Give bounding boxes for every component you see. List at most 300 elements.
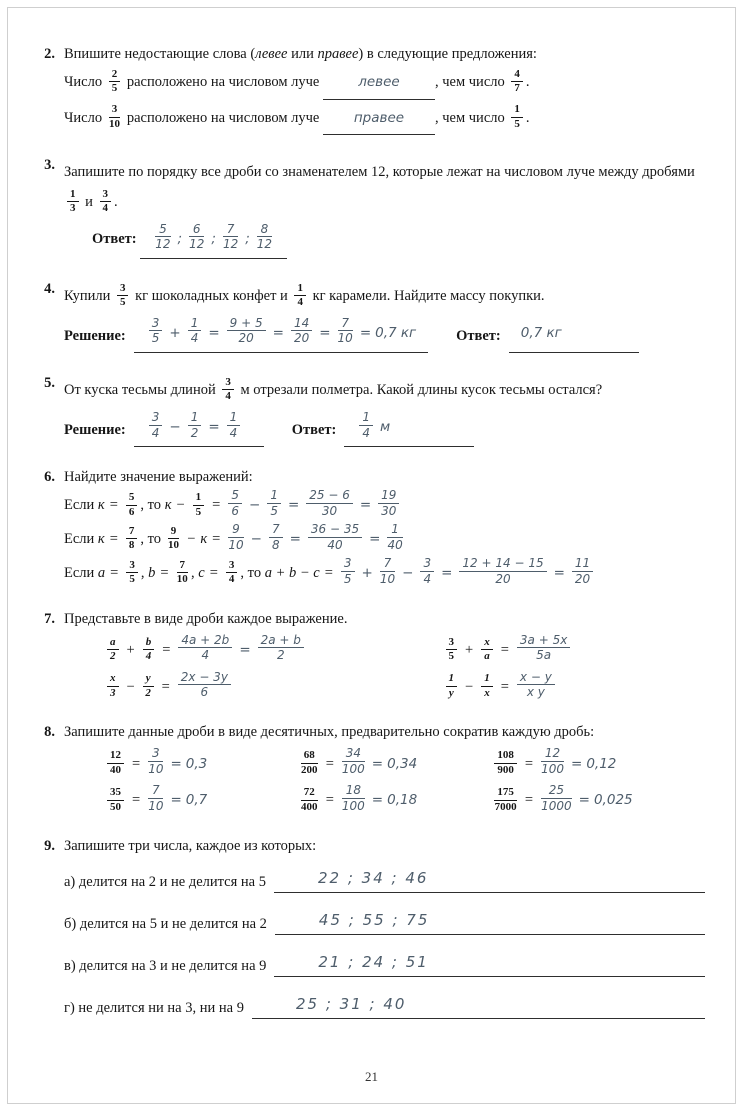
equals: = [359, 324, 372, 341]
frac-den: 5 [151, 331, 160, 346]
text: Запишите данные дроби в виде десятичных, предварительно сократив каждую дробь: [64, 724, 595, 741]
answer-label: Ответ: [291, 422, 337, 439]
frac-den: 5 [111, 82, 118, 95]
equals: = [239, 641, 251, 658]
fraction [291, 317, 312, 345]
handwritten-work [538, 746, 617, 777]
item-label: а) делится на 2 и не делится на 5 [64, 874, 266, 891]
frac-num: 1 [511, 104, 523, 118]
frac-den: 8 [128, 539, 135, 552]
fraction [188, 317, 202, 345]
equals: = [371, 792, 384, 809]
frac-num: 2a + b [258, 634, 304, 649]
equals: = [371, 755, 384, 772]
equals: = [109, 497, 118, 514]
variable: c [198, 565, 205, 582]
frac-num: 3 [222, 377, 234, 391]
expression-c2r2 [443, 669, 713, 703]
equals: = [578, 792, 590, 809]
frac-num: 36 − 35 [308, 523, 362, 538]
handwritten-answer: правее [353, 109, 405, 126]
fraction [227, 317, 266, 345]
equals: = [208, 419, 220, 436]
frac-num: 35 [107, 787, 124, 801]
equals: = [161, 678, 170, 695]
frac-den: 4 [102, 202, 109, 215]
fraction [387, 523, 402, 551]
variable: к [97, 531, 105, 548]
text: Если [64, 565, 98, 582]
answer-line [252, 994, 705, 1019]
expression-c1r1 [104, 632, 435, 666]
frac-den: 40 [110, 763, 121, 776]
handwritten-text: 0,34 [387, 755, 418, 772]
frac-num: 19 [378, 489, 399, 504]
fraction [341, 557, 355, 585]
fraction [143, 637, 155, 663]
text: Запишите по порядку все дроби со знаменателем 12, которые лежат на числовом луче между дробями [64, 164, 695, 181]
frac-num: 1 [227, 411, 241, 426]
fraction [168, 526, 180, 552]
frac-num: 1 [67, 189, 79, 203]
exercise-number: 7. [44, 610, 55, 627]
fraction [257, 223, 272, 251]
handwritten-work [146, 315, 417, 346]
operator: − [465, 678, 474, 695]
fraction [267, 489, 281, 517]
frac-den: 30 [381, 503, 397, 518]
equals: = [441, 565, 453, 582]
solution-row [64, 317, 705, 353]
frac-den: 6 [200, 685, 209, 700]
frac-num: 3 [446, 637, 458, 651]
answer-line [140, 223, 287, 259]
answer-line [275, 910, 705, 935]
page-number: 21 [365, 1069, 378, 1085]
frac-den: 2 [145, 686, 151, 699]
exercise-prompt [64, 722, 705, 743]
fraction [107, 750, 124, 776]
frac-den: 4 [201, 648, 210, 663]
exercise-body [64, 373, 705, 451]
exercise-prompt [64, 609, 705, 630]
frac-num: 7 [269, 523, 283, 538]
frac-den: 20 [574, 571, 591, 586]
fraction [126, 560, 138, 586]
variable: к [97, 497, 105, 514]
variable: к [200, 531, 208, 548]
operator: − [402, 565, 414, 582]
frac-num: 5 [126, 492, 138, 506]
operator: + [169, 324, 181, 341]
frac-den: 4 [151, 425, 160, 440]
frac-num: 34 [342, 747, 365, 762]
frac-num: 7 [177, 560, 189, 574]
answer-line [274, 868, 705, 893]
text: Найдите значение выражений: [64, 469, 253, 486]
frac-den: 100 [341, 762, 365, 777]
item-4 [104, 783, 290, 816]
exercise-prompt [64, 282, 705, 312]
handwritten-work [514, 632, 573, 663]
fraction [226, 560, 238, 586]
exercise-number: 6. [44, 469, 55, 486]
equals: = [170, 792, 182, 809]
frac-num: 175 [494, 787, 517, 801]
operator: − [250, 531, 262, 548]
exercise-5 [32, 373, 705, 451]
answer-blank [323, 104, 435, 136]
text: Представьте в виде дроби каждое выражение. [64, 610, 348, 627]
text: . [525, 74, 530, 91]
frac-num: 5 [228, 489, 242, 504]
answer-line [509, 317, 639, 353]
frac-den: 12 [222, 237, 239, 252]
item-6 [491, 783, 705, 816]
exercise-number: 4. [44, 281, 55, 298]
frac-den: 100 [541, 762, 565, 777]
frac-den: 5 [514, 117, 520, 130]
operator: + [465, 641, 474, 658]
equals: = [325, 755, 334, 772]
item-3 [491, 746, 705, 779]
fraction [223, 223, 238, 251]
equals: = [524, 755, 534, 772]
equals: = [160, 565, 169, 582]
frac-num: 3 [420, 557, 434, 572]
handwritten-answer: 0,7 кг [520, 324, 562, 341]
frac-den: 12 [256, 237, 273, 252]
exercise-body [64, 44, 705, 139]
handwritten-text: 0,025 [593, 792, 633, 809]
frac-num: 9 [228, 523, 243, 538]
fraction [143, 673, 154, 699]
text-italic: правее [317, 46, 359, 62]
expression-line-3 [64, 556, 705, 589]
handwritten-answer: 25 ; 31 ; 40 [295, 995, 407, 1014]
fraction [193, 492, 205, 518]
frac-den: 4 [362, 425, 371, 440]
frac-num: 1 [359, 411, 373, 426]
text: . [114, 194, 118, 211]
solution-line [134, 317, 428, 353]
exercise-prompt [64, 467, 705, 488]
fraction [227, 411, 241, 439]
frac-den: 10 [167, 539, 179, 552]
item-label: б) делится на 5 и не делится на 2 [64, 916, 267, 933]
handwritten-answer: 22 ; 34 ; 46 [317, 869, 429, 888]
frac-num: 18 [342, 784, 365, 799]
frac-den: 10 [108, 117, 120, 130]
frac-num: 3 [117, 283, 129, 297]
frac-num: 3 [149, 317, 163, 332]
statement-2 [64, 104, 705, 136]
fraction [306, 489, 353, 517]
fraction [541, 747, 564, 775]
separator: ; [245, 230, 250, 247]
exercise-body [64, 722, 705, 820]
answer-row [92, 223, 705, 259]
frac-den: 3 [70, 202, 76, 215]
handwritten-text: 0,18 [387, 792, 418, 809]
handwritten-text: 0,12 [586, 755, 617, 772]
equals: = [132, 755, 141, 772]
frac-num: 3 [148, 747, 163, 762]
equals: = [325, 792, 334, 809]
frac-num: 3a + 5x [517, 634, 570, 649]
frac-den: 30 [321, 503, 338, 518]
fraction [178, 634, 232, 662]
text: От куска тесьмы длиной [64, 382, 220, 399]
fraction [494, 750, 517, 776]
expression-grid [64, 633, 705, 707]
fraction [342, 747, 365, 775]
frac-den: x [484, 686, 490, 699]
equals: = [110, 565, 119, 582]
equals: = [369, 531, 381, 548]
variable: к [164, 497, 172, 514]
frac-den: 40 [327, 537, 343, 552]
handwritten-work [225, 488, 402, 518]
item-label: в) делится на 3 и не делится на 9 [64, 958, 267, 975]
solution-label: Решение: [64, 422, 126, 439]
fraction [517, 671, 555, 699]
handwritten-work [338, 556, 596, 586]
text: кг карамели. Найдите массу покупки. [308, 288, 545, 305]
solution-row [64, 411, 705, 447]
expression-line-2 [64, 522, 705, 555]
frac-den: 50 [110, 800, 121, 813]
equals: = [319, 324, 331, 341]
item-2 [298, 746, 484, 779]
handwritten-work [175, 669, 234, 700]
exercise-body [64, 609, 705, 707]
handwritten-work [514, 669, 558, 700]
frac-num: 7 [380, 557, 395, 572]
frac-den: 10 [148, 798, 164, 813]
fraction [149, 317, 163, 345]
frac-num: b [143, 637, 155, 651]
frac-num: 25 [541, 784, 572, 799]
exercise-body [64, 279, 705, 357]
equals: = [109, 531, 118, 548]
frac-num: 12 [107, 750, 124, 764]
handwritten-text: 0,7 кг [375, 324, 417, 341]
handwritten-text: 0,3 [185, 755, 208, 772]
separator: ; [211, 230, 216, 247]
frac-num: 12 + 14 − 15 [459, 557, 546, 572]
equals: = [287, 497, 300, 514]
handwritten-answer: 21 ; 24 ; 51 [318, 953, 429, 972]
text: , чем число [434, 74, 509, 91]
frac-den: 1000 [541, 798, 572, 813]
fraction [67, 189, 79, 215]
text: , [191, 565, 199, 582]
frac-den: 100 [341, 798, 365, 813]
exercise-8 [32, 722, 705, 820]
fraction [294, 283, 306, 309]
frac-den: 3 [110, 686, 116, 699]
text: или [287, 46, 318, 62]
answer-label: Ответ: [92, 230, 137, 247]
frac-num: 14 [291, 317, 312, 332]
frac-den: 10 [176, 573, 188, 586]
exercise-number: 9. [44, 838, 55, 855]
frac-den: 2 [276, 648, 285, 663]
equals: = [500, 641, 509, 658]
exercise-prompt [64, 44, 705, 65]
frac-num: 4 [511, 69, 523, 83]
frac-num: y [143, 673, 154, 687]
frac-den: 6 [128, 505, 135, 518]
fraction [481, 637, 493, 663]
frac-den: 6 [231, 503, 239, 518]
frac-num: 1 [446, 673, 458, 687]
fraction [155, 223, 170, 251]
frac-num: 3 [341, 557, 355, 572]
handwritten-answer: левее [358, 74, 400, 91]
frac-num: 9 + 5 [227, 317, 266, 332]
exercise-body [64, 836, 705, 1036]
fraction [148, 784, 163, 812]
frac-den: 5 [129, 573, 135, 586]
fraction [511, 104, 523, 130]
exercise-number: 5. [44, 375, 55, 392]
answer-label: Ответ: [456, 327, 501, 344]
fraction [178, 671, 231, 699]
text: , то [140, 531, 165, 548]
operator: − [176, 497, 185, 514]
text: расположено на числовом луче [123, 109, 323, 126]
frac-den: 8 [271, 537, 280, 552]
frac-den: 900 [497, 763, 514, 776]
fraction [378, 489, 399, 517]
fraction [342, 784, 365, 812]
fraction [107, 787, 124, 813]
unit: м [380, 419, 391, 436]
exercise-7 [32, 609, 705, 707]
equals: = [208, 324, 220, 341]
equals: = [500, 678, 509, 695]
text: , чем число [434, 109, 509, 126]
frac-den: 4 [297, 296, 303, 309]
operator: − [249, 497, 261, 514]
handwritten-work [339, 783, 418, 813]
frac-den: 4 [145, 650, 152, 663]
fraction [188, 411, 202, 439]
answer-line [344, 411, 474, 447]
frac-den: 5 [448, 650, 455, 663]
handwritten-answer [356, 409, 394, 440]
list-item [64, 952, 705, 977]
frac-num: x [481, 637, 493, 651]
fraction [301, 750, 318, 776]
equals: = [162, 641, 171, 658]
frac-den: 10 [148, 762, 164, 777]
operator: + [361, 565, 373, 582]
frac-den: 4 [229, 425, 238, 440]
handwritten-text: 0,7 [185, 792, 208, 809]
text-italic: левее [255, 46, 288, 62]
frac-num: 3 [109, 104, 121, 118]
fraction [222, 377, 234, 403]
fraction [338, 317, 353, 345]
fraction [177, 560, 189, 586]
list-item [64, 994, 705, 1019]
frac-num: 1 [267, 489, 281, 504]
item-1 [104, 746, 290, 779]
frac-num: 7 [148, 784, 163, 799]
frac-num: 3 [126, 560, 138, 574]
frac-den: x y [526, 685, 545, 700]
handwritten-work [339, 746, 418, 777]
text: Впишите недостающие слова ( [64, 46, 256, 62]
fraction [572, 557, 593, 585]
frac-num: 6 [189, 223, 204, 238]
fraction [228, 523, 243, 551]
answer-line [274, 952, 705, 977]
expression-line-1 [64, 488, 705, 521]
fraction [107, 637, 119, 663]
frac-num: 2 [109, 69, 121, 83]
frac-den: 400 [300, 800, 318, 813]
equals: = [553, 565, 565, 582]
equals: = [170, 755, 182, 772]
frac-num: 1 [188, 317, 202, 332]
fraction [541, 784, 572, 812]
handwritten-work [145, 783, 208, 813]
fraction [100, 189, 112, 215]
exercise-prompt [64, 836, 705, 857]
statement-1 [64, 68, 705, 100]
frac-num: 4a + 2b [178, 634, 232, 649]
frac-num: 2x − 3y [178, 671, 231, 686]
fraction [117, 283, 129, 309]
frac-num: 7 [126, 526, 138, 540]
frac-num: 3 [149, 411, 163, 426]
text: . [525, 109, 530, 126]
frac-den: 4 [190, 331, 199, 346]
fraction [481, 673, 493, 699]
item-5 [298, 783, 484, 816]
text: ) в следующие предложения: [358, 46, 537, 62]
fraction [517, 634, 570, 662]
equals: = [289, 531, 301, 548]
text: и [81, 194, 97, 211]
text: , [140, 565, 149, 582]
frac-den: 5a [536, 648, 552, 663]
frac-den: 40 [387, 537, 403, 552]
answer-blank [323, 68, 435, 100]
exercise-2 [32, 44, 705, 139]
fraction [459, 557, 546, 585]
text: Купили [64, 288, 114, 305]
fraction [109, 104, 121, 130]
handwritten-work [538, 783, 633, 813]
text: м отрезали полметра. Какой длины кусок тесьмы остался? [236, 382, 603, 399]
fraction [126, 492, 138, 518]
frac-num: 108 [494, 750, 517, 764]
frac-num: a [107, 637, 119, 651]
operator: + [126, 641, 135, 658]
frac-num: x [107, 673, 119, 687]
expression: a + b − c [264, 565, 320, 582]
equals: = [571, 755, 583, 772]
variable: a [97, 565, 106, 582]
frac-num: 1 [481, 673, 493, 687]
exercise-4 [32, 279, 705, 357]
frac-den: 20 [293, 331, 310, 346]
